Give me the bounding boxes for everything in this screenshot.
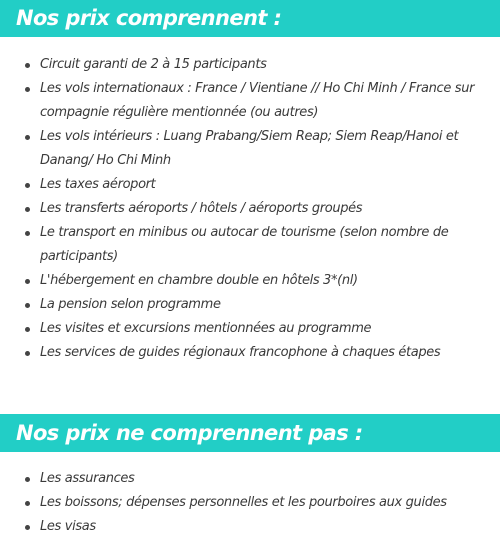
list-item	[0, 197, 500, 221]
list-item	[0, 173, 500, 197]
bullet-icon	[25, 87, 30, 92]
bullet-icon	[25, 501, 30, 506]
list-item	[0, 53, 500, 77]
list-item-text: Les assurances	[40, 471, 135, 486]
list-item	[0, 77, 500, 125]
list-item	[0, 293, 500, 317]
included-list	[0, 53, 500, 365]
bullet-icon	[25, 477, 30, 482]
bullet-icon	[25, 351, 30, 356]
included-section-title: Nos prix comprennent :	[0, 0, 500, 37]
list-item-text: L'hébergement en chambre double en hôtels 3*(nl)	[40, 273, 358, 288]
list-item-text: Les transferts aéroports / hôtels / aéroports groupés	[40, 201, 363, 216]
list-item	[0, 317, 500, 341]
bullet-icon	[25, 63, 30, 68]
bullet-icon	[25, 135, 30, 140]
list-item	[0, 491, 500, 515]
list-item-text: Les vols intérieurs : Luang Prabang/Siem Reap; Siem Reap/Hanoi et Danang/ Ho Chi Minh	[40, 129, 459, 168]
bullet-icon	[25, 231, 30, 236]
bullet-icon	[25, 327, 30, 332]
bullet-icon	[25, 183, 30, 188]
list-item	[0, 515, 500, 539]
list-item-text: Les services de guides régionaux francophone à chaques étapes	[40, 345, 441, 360]
bullet-icon	[25, 279, 30, 284]
list-item-text: La pension selon programme	[40, 297, 221, 312]
list-item-text: Le transport en minibus ou autocar de tourisme (selon nombre de participants)	[40, 225, 449, 264]
list-item	[0, 125, 500, 173]
list-item	[0, 269, 500, 293]
list-item-text: Les boissons; dépenses personnelles et les pourboires aux guides	[40, 495, 447, 510]
excluded-section-title: Nos prix ne comprennent pas :	[0, 414, 500, 452]
list-item-text: Les visites et excursions mentionnées au programme	[40, 321, 372, 336]
list-item	[0, 221, 500, 269]
bullet-icon	[25, 525, 30, 530]
list-item-text: Circuit garanti de 2 à 15 participants	[40, 57, 267, 72]
list-item-text: Les taxes aéroport	[40, 177, 156, 192]
bullet-icon	[25, 303, 30, 308]
list-item-text: Les vols internationaux : France / Vientiane // Ho Chi Minh / France sur compagnie régulière mentionnée (ou autres)	[40, 81, 475, 120]
list-item	[0, 341, 500, 365]
list-item-text: Les visas	[40, 519, 96, 534]
bullet-icon	[25, 207, 30, 212]
excluded-list	[0, 467, 500, 539]
list-item	[0, 467, 500, 491]
